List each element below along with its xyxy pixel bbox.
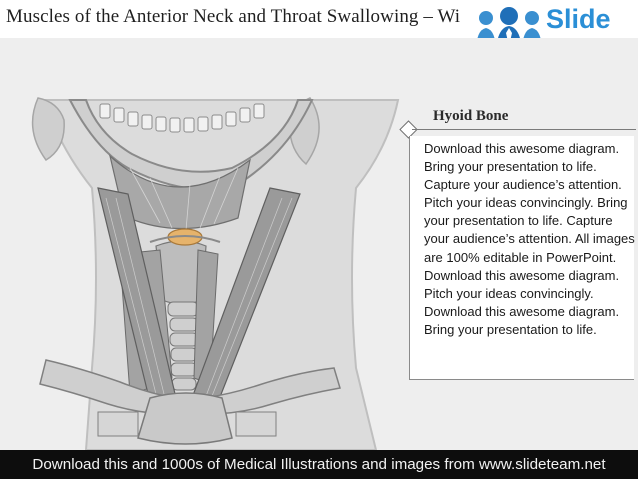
first-rib-right — [236, 412, 276, 436]
callout-body-text: Download this awesome diagram. Bring your presentation to life. Capture your audience’s attention. Pitch your ideas convincingly. Bring your presentation to life. Capture your audience’s attention. All images are 100% editable in PowerPoint. Download this awesome diagram. Pitch your ideas convincingly. Download this awesome diagram. Bring your presentation to life. — [424, 141, 635, 337]
footer-banner: Download this and 1000s of Medical Illustrations and images from www.slideteam.net — [0, 450, 638, 479]
first-rib-left — [98, 412, 138, 436]
neck-muscles-illustration — [0, 38, 400, 450]
logo-wordmark-slide: Slide — [546, 4, 611, 34]
sternum — [138, 393, 232, 444]
slide-title: Muscles of the Anterior Neck and Throat Swallowing – Wi — [6, 6, 461, 27]
callout-title: Hyoid Bone — [433, 108, 509, 124]
callout-connector-line — [412, 129, 636, 130]
